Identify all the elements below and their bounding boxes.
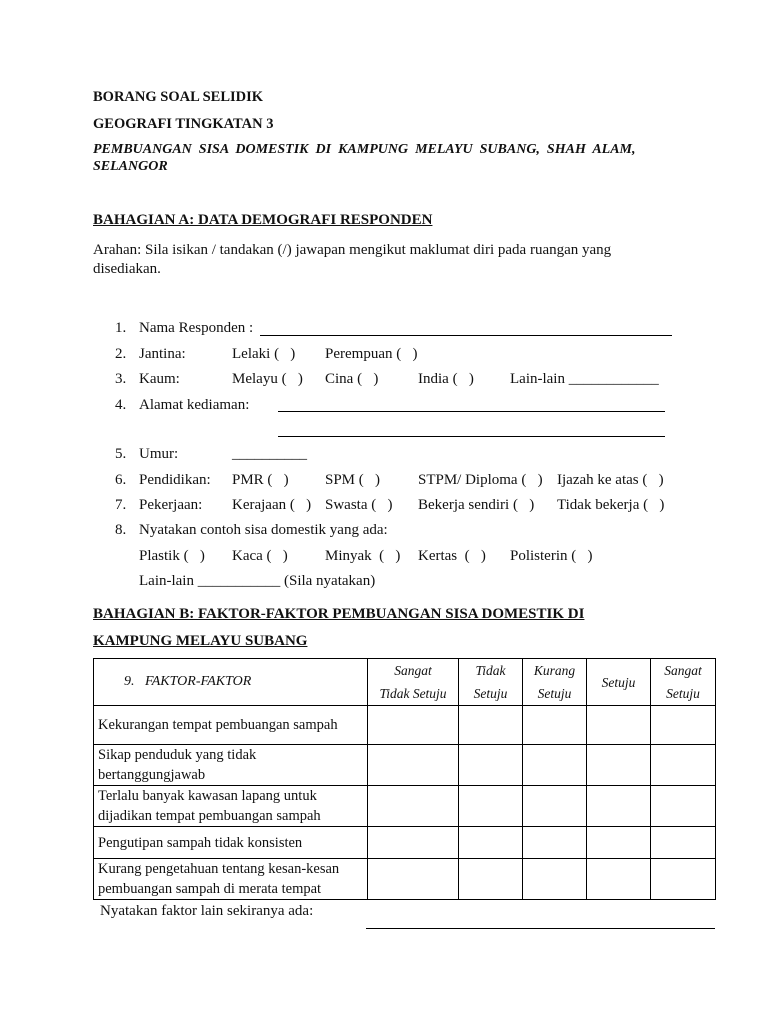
table-row [94, 786, 716, 827]
q1-label: Nama Responden : [139, 320, 254, 336]
rating-cell[interactable] [587, 745, 651, 786]
scale-somewhat-agree-l1: Kurang [533, 663, 576, 678]
factor-label: Sikap penduduk yang tidak bertanggungjawab [94, 745, 368, 786]
rating-cell[interactable] [651, 745, 716, 786]
waste-option-oil[interactable]: Minyak ( ) [325, 548, 401, 564]
q8-label: Nyatakan contoh sisa domestik yang ada: [139, 522, 388, 538]
rating-cell[interactable] [651, 859, 716, 900]
q8-number: 8. [115, 522, 127, 538]
name-field[interactable] [260, 335, 672, 336]
instruction-line-2: disediakan. [93, 261, 161, 277]
scale-agree-l1: Setuju [601, 674, 636, 690]
scale-somewhat-agree-l2: Setuju [537, 686, 572, 701]
rating-cell[interactable] [459, 786, 523, 827]
scale-strongly-disagree-l1: Sangat [394, 663, 432, 678]
q5-number: 5. [115, 446, 127, 462]
table-row [94, 706, 716, 745]
race-option-other[interactable]: Lain-lain ____________ [510, 371, 659, 387]
job-option-self-employed[interactable]: Bekerja sendiri ( ) [418, 497, 535, 513]
topic-line-2: SELANGOR [93, 159, 168, 174]
education-option-pmr[interactable]: PMR ( ) [232, 472, 289, 488]
race-option-melayu[interactable]: Melayu ( ) [232, 371, 303, 387]
scale-strongly-disagree-l2: Tidak Setuju [379, 686, 447, 701]
rating-cell[interactable] [523, 706, 587, 745]
rating-cell[interactable] [368, 786, 459, 827]
scale-strongly-disagree [368, 659, 459, 706]
address-field-line-2[interactable] [278, 436, 665, 437]
scale-disagree-l2: Setuju [473, 686, 508, 701]
rating-cell[interactable] [587, 786, 651, 827]
q1-number: 1. [115, 320, 127, 336]
factor-label: Kurang pengetahuan tentang kesan-kesan pembuangan sampah di merata tempat [94, 859, 368, 900]
waste-option-polystyrene[interactable]: Polisterin ( ) [510, 548, 593, 564]
education-option-stpm[interactable]: STPM/ Diploma ( ) [418, 472, 543, 488]
rating-cell[interactable] [459, 827, 523, 859]
factor-label: Kekurangan tempat pembuangan sampah [94, 706, 368, 745]
waste-option-glass[interactable]: Kaca ( ) [232, 548, 288, 564]
factors-table [93, 658, 716, 900]
gender-option-male[interactable]: Lelaki ( ) [232, 346, 296, 362]
q2-label: Jantina: [139, 346, 186, 362]
age-field[interactable]: __________ [232, 446, 307, 462]
table-row [94, 745, 716, 786]
other-factor-field[interactable] [366, 928, 715, 929]
other-factor-label: Nyatakan faktor lain sekiranya ada: [100, 903, 314, 919]
scale-somewhat-agree [523, 659, 587, 706]
scale-agree [587, 659, 651, 706]
rating-cell[interactable] [587, 827, 651, 859]
scale-strongly-agree-l1: Sangat [664, 663, 702, 678]
rating-cell[interactable] [368, 745, 459, 786]
rating-cell[interactable] [459, 706, 523, 745]
waste-option-plastic[interactable]: Plastik ( ) [139, 548, 205, 564]
table-header-row [94, 659, 716, 706]
section-b-heading-line-2: KAMPUNG MELAYU SUBANG [93, 633, 308, 649]
waste-option-paper[interactable]: Kertas ( ) [418, 548, 486, 564]
job-option-unemployed[interactable]: Tidak bekerja ( ) [557, 497, 665, 513]
scale-disagree [459, 659, 523, 706]
waste-option-other[interactable]: Lain-lain ___________ (Sila nyatakan) [139, 573, 376, 589]
rating-cell[interactable] [523, 859, 587, 900]
rating-cell[interactable] [368, 827, 459, 859]
factors-header: 9. FAKTOR-FAKTOR [94, 659, 368, 706]
rating-cell[interactable] [651, 827, 716, 859]
race-option-cina[interactable]: Cina ( ) [325, 371, 379, 387]
section-a-heading: BAHAGIAN A: DATA DEMOGRAFI RESPONDEN [93, 212, 433, 228]
race-option-india[interactable]: India ( ) [418, 371, 474, 387]
gender-option-female[interactable]: Perempuan ( ) [325, 346, 418, 362]
q5-label: Umur: [139, 446, 179, 462]
rating-cell[interactable] [651, 706, 716, 745]
q6-label: Pendidikan: [139, 472, 211, 488]
q2-number: 2. [115, 346, 127, 362]
rating-cell[interactable] [523, 745, 587, 786]
factor-label: Terlalu banyak kawasan lapang untuk dijadikan tempat pembuangan sampah [94, 786, 368, 827]
scale-strongly-agree [651, 659, 716, 706]
instruction-line-1: Arahan: Sila isikan / tandakan (/) jawapan mengikut maklumat diri pada ruangan yang [93, 242, 612, 258]
factor-label: Pengutipan sampah tidak konsisten [94, 827, 368, 859]
rating-cell[interactable] [459, 745, 523, 786]
rating-cell[interactable] [523, 786, 587, 827]
q7-number: 7. [115, 497, 127, 513]
rating-cell[interactable] [459, 859, 523, 900]
address-field-line-1[interactable] [278, 411, 665, 412]
q7-label: Pekerjaan: [139, 497, 203, 513]
job-option-private[interactable]: Swasta ( ) [325, 497, 393, 513]
rating-cell[interactable] [523, 827, 587, 859]
rating-cell[interactable] [587, 706, 651, 745]
q4-number: 4. [115, 397, 127, 413]
scale-disagree-l1: Tidak [475, 663, 506, 678]
q3-number: 3. [115, 371, 127, 387]
rating-cell[interactable] [651, 786, 716, 827]
scale-strongly-agree-l2: Setuju [666, 686, 700, 701]
rating-cell[interactable] [587, 859, 651, 900]
table-row [94, 827, 716, 859]
q6-number: 6. [115, 472, 127, 488]
q3-label: Kaum: [139, 371, 180, 387]
education-option-degree[interactable]: Ijazah ke atas ( ) [557, 472, 664, 488]
form-subtitle: GEOGRAFI TINGKATAN 3 [93, 116, 274, 132]
rating-cell[interactable] [368, 859, 459, 900]
q4-label: Alamat kediaman: [139, 397, 250, 413]
section-b-heading-line-1: BAHAGIAN B: FAKTOR-FAKTOR PEMBUANGAN SISA DOMESTIK DI [93, 606, 585, 622]
education-option-spm[interactable]: SPM ( ) [325, 472, 381, 488]
topic-line-1: PEMBUANGAN SISA DOMESTIK DI KAMPUNG MELAYU SUBANG, SHAH ALAM, [93, 142, 636, 157]
rating-cell[interactable] [368, 706, 459, 745]
form-title: BORANG SOAL SELIDIK [93, 89, 264, 105]
job-option-government[interactable]: Kerajaan ( ) [232, 497, 312, 513]
table-row [94, 859, 716, 900]
